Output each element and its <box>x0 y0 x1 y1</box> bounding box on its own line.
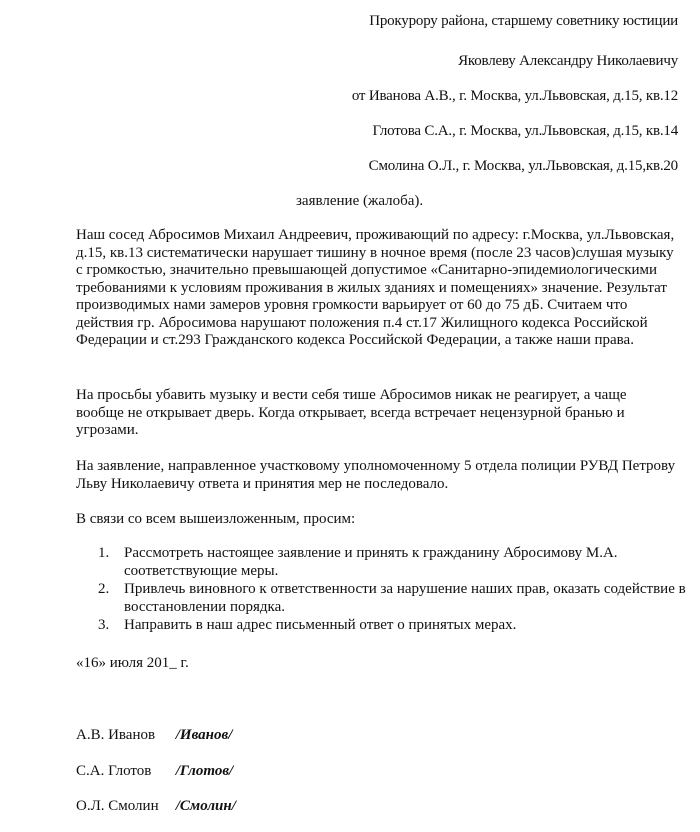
list-item-text: Направить в наш адрес письменный ответ о принятых мерах. <box>124 617 517 633</box>
paragraph-complaint: Наш сосед Абросимов Михаил Андреевич, проживающий по адресу: г.Москва, ул.Львовская, д.15, кв.13 систематически нарушает тишину в ночное время (после 23 часов)слушая музыку с громкостью, значительно превышающей допустимое «Санитарно-эпидемиологическими требованиями к условиям проживания в жилых зданиях и помещениях» значение. Результат производимых нами замеров уровня громкости варьирует от 60 до 75 дБ. Считаем что действия гр. Абросимова нарушают положения п.4 ст.17 Жилищного кодекса Российской Федерации и ст.293 Гражданского кодекса Российской Федерации, а также наши права. <box>76 227 675 348</box>
signature-row <box>76 726 232 744</box>
header-addressee: Прокурору района, старшему советнику юстиции <box>369 13 678 29</box>
header-sender-3: Смолина О.Л., г. Москва, ул.Львовская, д.15,кв.20 <box>368 158 678 174</box>
list-item <box>76 617 686 635</box>
paragraph-requests-ignored: На просьбы убавить музыку и вести себя тише Абросимов никак не реагирует, а чаще вообще не открывает дверь. Когда открывает, всегда встречает нецензурной бранью и угрозами. <box>76 387 627 438</box>
paragraph-request-intro: В связи со всем вышеизложенным, просим: <box>76 511 356 527</box>
list-item-text: Привлечь виновного к ответственности за нарушение наших прав, оказать содействие в восстановлении порядка. <box>124 581 686 615</box>
list-item <box>76 545 686 580</box>
list-item-number: 3. <box>98 617 110 633</box>
header-sender-1: от Иванова А.В., г. Москва, ул.Львовская, д.15, кв.12 <box>351 88 678 104</box>
signer-signature: /Смолин/ <box>175 798 236 814</box>
list-item-number: 1. <box>98 545 110 561</box>
header-sender-2: Глотова С.А., г. Москва, ул.Львовская, д.15, кв.14 <box>372 123 678 139</box>
document-title: заявление (жалоба). <box>296 193 424 209</box>
signer-name: С.А. Глотов <box>76 763 152 779</box>
signer-signature: /Глотов/ <box>175 763 234 779</box>
header-addressee-name: Яковлеву Александру Николаевичу <box>458 53 678 69</box>
signer-name: О.Л. Смолин <box>76 798 159 814</box>
signer-name: А.В. Иванов <box>76 727 156 743</box>
list-item-number: 2. <box>98 581 110 597</box>
list-item-text: Рассмотреть настоящее заявление и принять к гражданину Абросимову М.А. соответствующие меры. <box>124 545 618 579</box>
signature-row <box>76 797 236 815</box>
paragraph-police-no-response: На заявление, направленное участковому уполномоченному 5 отдела полиции РУВД Петрову Льву Николаевичу ответа и принятия мер не последовало. <box>76 458 676 492</box>
request-list <box>76 545 686 636</box>
document-date: «16» июля 201_ г. <box>76 655 189 671</box>
list-item <box>76 581 686 616</box>
signer-signature: /Иванов/ <box>175 727 233 743</box>
signature-row <box>76 762 233 780</box>
